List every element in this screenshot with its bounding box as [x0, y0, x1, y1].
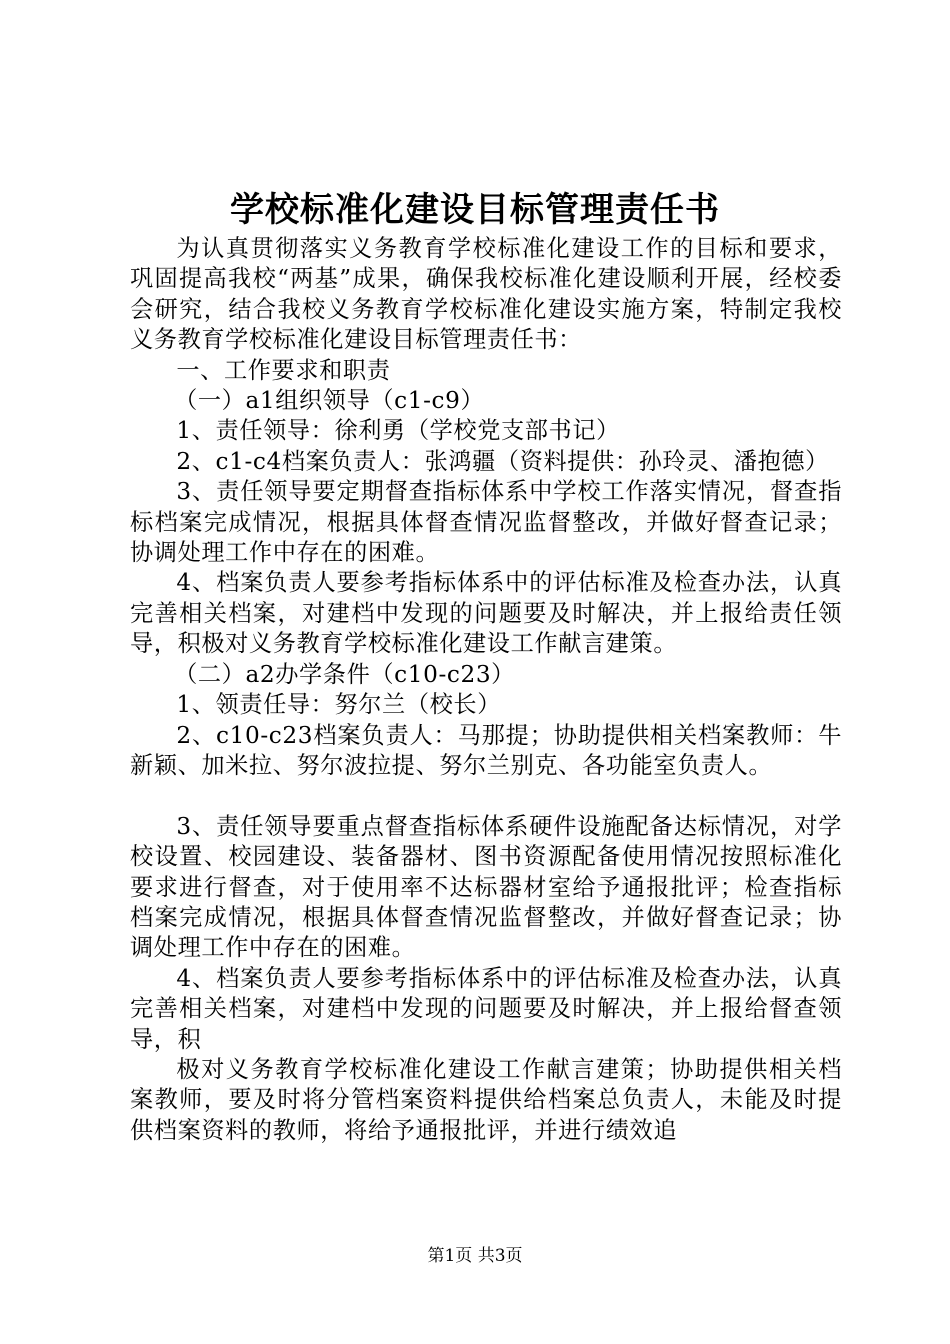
a1-item-1: 1、责任领导：徐利勇（学校党支部书记） [176, 417, 620, 445]
a2-item-1: 1、领责任导：努尔兰（校长） [176, 691, 501, 719]
section-heading-work-requirements: 一、工作要求和职责 [176, 356, 391, 384]
page-footer: 第1页 共3页 [427, 1246, 523, 1266]
document-title: 学校标准化建设目标管理责任书 [230, 190, 720, 230]
a1-item-2: 2、c1-c4档案负责人：张鸿疆（资料提供：孙玲灵、潘抱德） [176, 447, 829, 475]
blank-line [130, 781, 842, 811]
subsection-heading-a1: （一）a1组织领导（c1-c9） [174, 387, 485, 415]
intro-paragraph: 为认真贯彻落实义务教育学校标准化建设工作的目标和要求，巩固提高我校“两基”成果，确保我校标准化建设顺利开展，经校委会研究，结合我校义务教育学校标准化建设实施方案，特制定我校义务教育学校标准化建设目标管理责任书： [130, 235, 842, 354]
a1-item-3: 3、责任领导要定期督查指标体系中学校工作落实情况，督查指标档案完成情况，根据具体督查情况监督整改，并做好督查记录；协调处理工作中存在的困难。 [130, 478, 842, 567]
a2-item-4-continued: 极对义务教育学校标准化建设工作献言建策；协助提供相关档案教师，要及时将分管档案资料提供给档案总负责人，未能及时提供档案资料的教师，将给予通报批评，并进行绩效追 [130, 1055, 842, 1144]
a2-item-3: 3、责任领导要重点督查指标体系硬件设施配备达标情况，对学校设置、校园建设、装备器材、图书资源配备使用情况按照标准化要求进行督查，对于使用率不达标器材室给予通报批评；检查指标档案完成情况，根据具体督查情况监督整改，并做好督查记录；协调处理工作中存在的困难。 [130, 812, 842, 962]
a2-item-4: 4、档案负责人要参考指标体系中的评估标准及检查办法，认真完善相关档案，对建档中发现的问题要及时解决，并上报给督查领导，积 [130, 964, 842, 1053]
a1-item-4: 4、档案负责人要参考指标体系中的评估标准及检查办法，认真完善相关档案，对建档中发现的问题要及时解决，并上报给责任领导，积极对义务教育学校标准化建设工作献言建策。 [130, 569, 842, 658]
a2-item-2: 2、c10-c23档案负责人：马那提；协助提供相关档案教师：牛新颖、加米拉、努尔波拉提、努尔兰别克、各功能室负责人。 [130, 721, 842, 779]
document-body [130, 234, 842, 1146]
subsection-heading-a2: （二）a2办学条件（c10-c23） [174, 660, 515, 688]
